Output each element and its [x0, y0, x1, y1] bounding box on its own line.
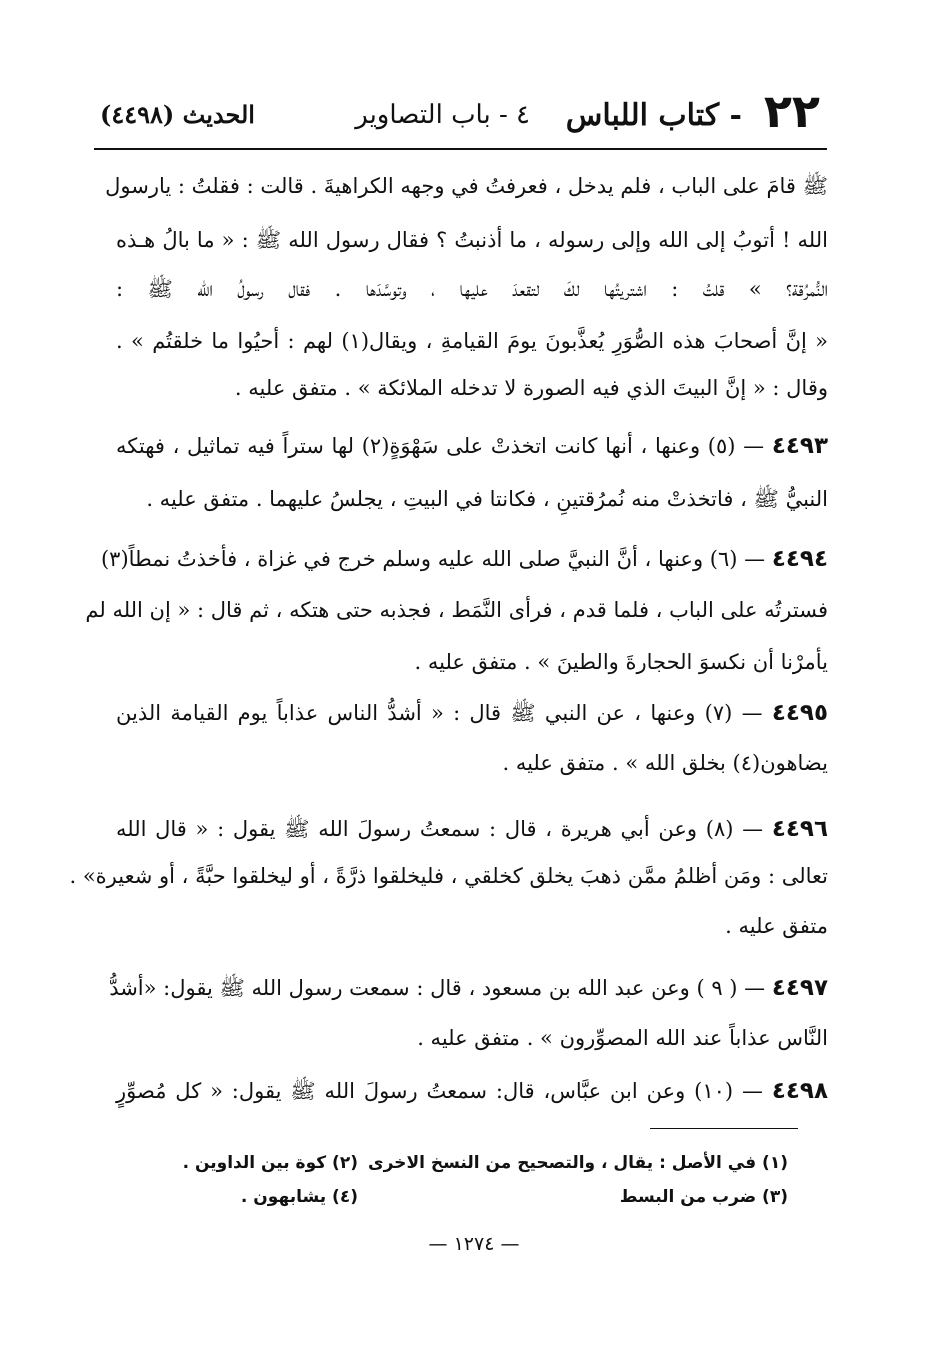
page-number: — ١٢٧٤ —: [428, 1233, 520, 1255]
hadith-index: (١٠): [694, 1079, 734, 1103]
text-line: تعالى : ومَن أظلمُ ممَّن ذهبَ يخلق كخلقي ، فليخلقوا ذرَّةً ، أو ليخلقوا حبَّةً ، أو شعيرة» .: [69, 864, 828, 888]
hadith-number: ٤٤٩٣: [771, 433, 828, 459]
footnote: (١) في الأصل : يقال ، والتصحيح من النسخ الاخرى: [368, 1153, 788, 1173]
hadith-text: وعن ابن عبَّاس، قال: سمعتُ رسولَ الله ﷺ يقول: « كل مُصوِّرٍ: [116, 1079, 686, 1103]
hadith-number: ٤٤٩٤: [771, 546, 828, 572]
hadith-index: (٧): [704, 701, 733, 725]
hadith-text: وعنها ، عن النبي ﷺ قال : « أشدُّ الناس عذاباً يوم القيامة الذين: [116, 701, 696, 725]
text-line: النبيُّ ﷺ ، فاتخذتْ منه نُمرُقتينِ ، فكانتا في البيتِ ، يجلسُ عليهما . متفق عليه .: [146, 487, 828, 511]
book-number: ٢٢: [763, 84, 820, 138]
hadith-first-line: ٤٤٩٧ — ( ٩ ) وعن عبد الله بن مسعود ، قال : سمعت رسول الله ﷺ يقول: «أشدُّ: [109, 975, 828, 1001]
hadith-text: وعنها ، أنها كانت اتخذتْ على سَهْوَةٍ(٢) لها ستراً فيه تماثيل ، فهتكه: [116, 434, 701, 458]
hadith-text: وعن أبي هريرة ، قال : سمعتُ رسولَ الله ﷺ يقول : « قال الله: [116, 817, 698, 841]
page-header: [100, 84, 820, 148]
text-line: وقال : « إنَّ البيتَ الذي فيه الصورة لا تدخله الملائكة » . متفق عليه .: [234, 376, 828, 400]
text-line: النُّمرُقة؟ » قلتُ : اشتريتُها لكَ لتقعدَ عليها ، وتوسَّدَها . فقال رسولُ الله ﷺ :: [116, 277, 828, 301]
footnote: (٢) كوة بين الداوين .: [182, 1153, 358, 1173]
text-line: يأمرْنا أن نكسوَ الحجارةَ والطينَ » . متفق عليه .: [414, 650, 828, 674]
footnote-divider: [650, 1128, 798, 1129]
hadith-index: ( ٩ ): [696, 976, 738, 1000]
hadith-first-line: ٤٤٩٥ — (٧) وعنها ، عن النبي ﷺ قال : « أشدُّ الناس عذاباً يوم القيامة الذين: [116, 700, 829, 726]
text-line: « إنَّ أصحابَ هذه الصُّوَرِ يُعذَّبونَ يومَ القيامةِ ، ويقال(١) لهم : أحيُوا ما خلقتُم » .: [116, 329, 829, 353]
footnote: (٤) يشابهون .: [240, 1187, 358, 1207]
text-line: متفق عليه .: [725, 914, 828, 938]
hadith-first-line: ٤٤٩٤ — (٦) وعنها ، أنَّ النبيَّ صلى الله عليه وسلم خرج في غزاة ، فأخذتُ نمطاً(٣): [100, 546, 828, 572]
text-line: الله ! أتوبُ إلى الله وإلى رسوله ، ما أذنبتُ ؟ فقال رسول الله ﷺ : « ما بالُ هـذه: [116, 228, 828, 252]
text-line: فسترتُه على الباب ، فلما قدم ، فرأى النَّمَط ، فجذبه حتى هتكه ، ثم قال : « إن الله لم: [85, 598, 828, 622]
chapter-title: ٤ - باب التصاوير: [355, 100, 530, 130]
text-line: ﷺ قامَ على الباب ، فلم يدخل ، فعرفتُ في وجهه الكراهيةَ . قالت : فقلتُ : يارسول: [105, 174, 828, 198]
header-divider: [94, 148, 827, 150]
hadith-number: ٤٤٩٨: [771, 1078, 828, 1104]
hadith-index: (٥): [707, 434, 736, 458]
book-title: - كتاب اللباس: [565, 98, 742, 133]
hadith-index: (٨): [705, 817, 734, 841]
hadith-text: وعنها ، أنَّ النبيَّ صلى الله عليه وسلم خرج في غزاة ، فأخذتُ نمطاً(٣): [100, 547, 704, 571]
text-line: يضاهون(٤) بخلق الله » . متفق عليه .: [502, 751, 828, 775]
footnote: (٣) ضرب من البسط: [619, 1187, 788, 1207]
hadith-number: ٤٤٩٧: [771, 975, 828, 1001]
hadith-number: ٤٤٩٥: [771, 700, 829, 726]
hadith-first-line: ٤٤٩٦ — (٨) وعن أبي هريرة ، قال : سمعتُ رسولَ الله ﷺ يقول : « قال الله: [116, 816, 828, 842]
hadith-text: وعن عبد الله بن مسعود ، قال : سمعت رسول الله ﷺ يقول: «أشدُّ: [109, 976, 690, 1000]
hadith-index: (٦): [709, 547, 738, 571]
hadith-first-line: ٤٤٩٣ — (٥) وعنها ، أنها كانت اتخذتْ على سَهْوَةٍ(٢) لها ستراً فيه تماثيل ، فهتكه: [116, 433, 828, 459]
hadith-first-line: ٤٤٩٨ — (١٠) وعن ابن عبَّاس، قال: سمعتُ رسولَ الله ﷺ يقول: « كل مُصوِّرٍ: [116, 1078, 828, 1104]
text-line: النَّاس عذاباً عند الله المصوِّرون » . متفق عليه .: [417, 1026, 828, 1050]
hadith-number: ٤٤٩٦: [771, 816, 828, 842]
hadith-range: الحديث (٤٤٩٨): [100, 100, 255, 129]
